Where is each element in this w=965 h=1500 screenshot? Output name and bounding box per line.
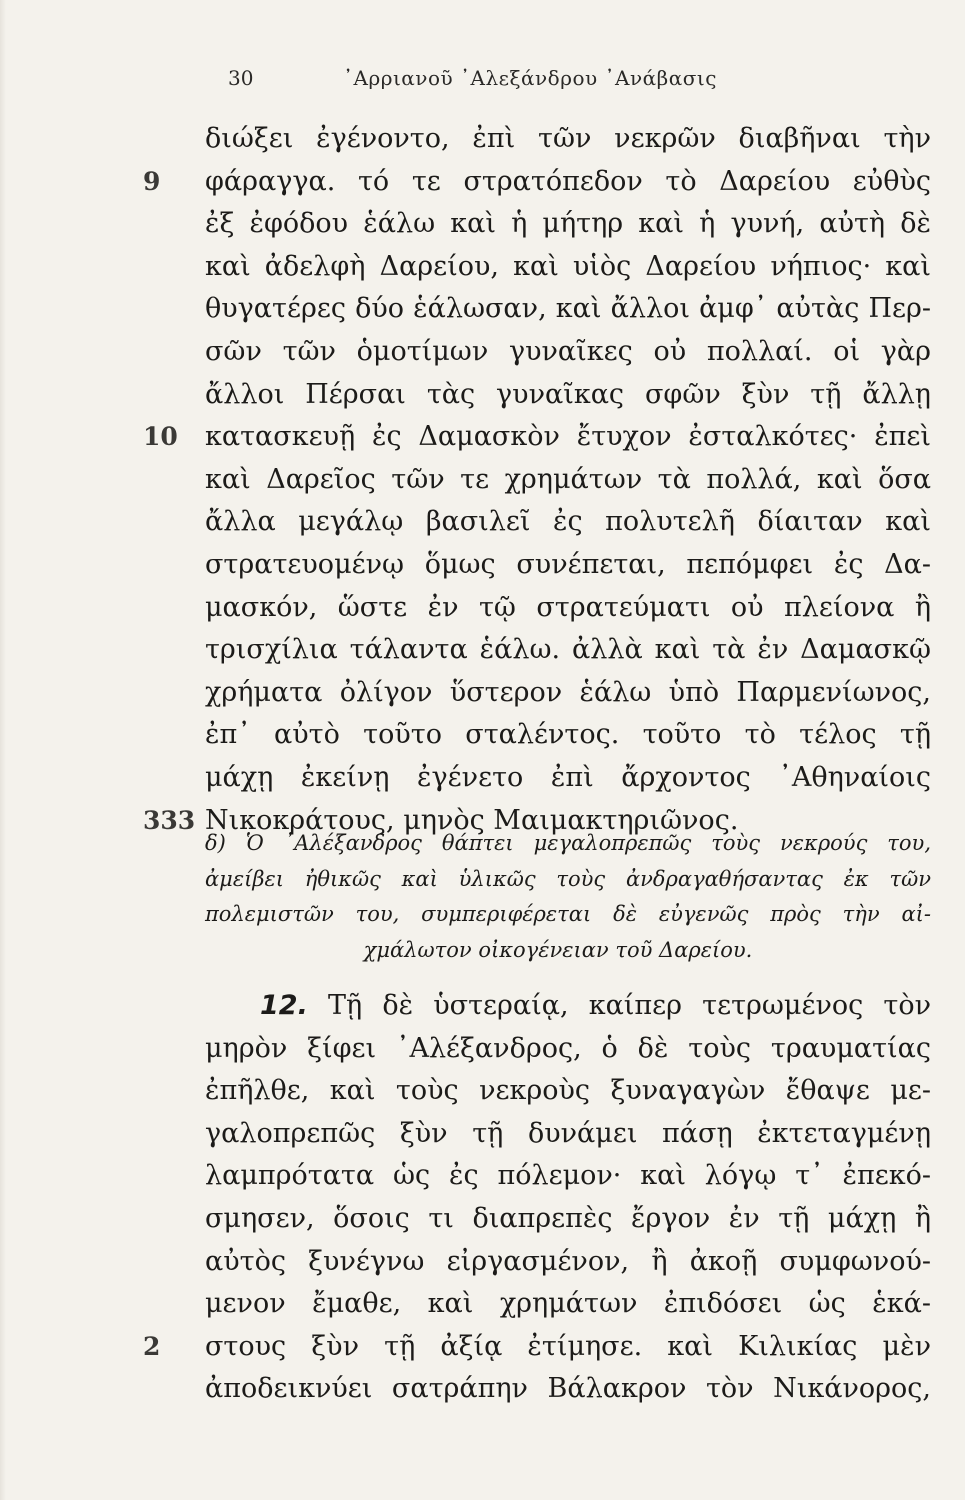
text-line: 12. Τῇ δὲ ὑστεραίᾳ, καίπερ τετρωμένος τὸν <box>260 990 931 1021</box>
text-block-chapter-12 <box>143 985 931 1411</box>
summary-line: δ) Ὁ ᾿Αλέξανδρος θάπτει μεγαλοπρεπῶς τοὺς νεκρούς του, <box>205 831 931 855</box>
text-line: σῶν τῶν ὁμοτίμων γυναῖκες οὐ πολλαί. οἱ γὰρ <box>205 335 931 367</box>
text-line: μάχῃ ἐκείνῃ ἐγένετο ἐπὶ ἄρχοντος ᾿Αθηναίοις <box>205 761 931 793</box>
text-line: 10 κατασκευῇ ἐς Δαμασκὸν ἔτυχον ἐσταλκότες· ἐπεὶ <box>205 416 931 459</box>
text-line: 2 στους ξὺν τῇ ἀξίᾳ ἐτίμησε. καὶ Κιλικίας μὲν <box>205 1326 931 1369</box>
text-line: τρισχίλια τάλαντα ἑάλω. ἀλλὰ καὶ τὰ ἐν Δαμασκῷ <box>205 634 931 666</box>
summary-line: ἀμείβει ἠθικῶς καὶ ὑλικῶς τοὺς ἀνδραγαθήσαντας ἐκ τῶν <box>205 866 931 891</box>
text-line: 9 φάραγγα. τό τε στρατόπεδον τὸ Δαρείου εὐθὺς <box>205 161 931 204</box>
margin-section-number: 9 <box>143 166 161 196</box>
text-line: γαλοπρεπῶς ξὺν τῇ δυνάμει πάσῃ ἐκτεταγμένῃ <box>205 1117 931 1149</box>
binding-shadow <box>0 0 6 1500</box>
margin-section-number: 333 <box>143 805 196 835</box>
chapter-number: 12. <box>260 990 308 1021</box>
summary-line: χμάλωτον οἰκογένειαν τοῦ Δαρείου. <box>363 937 753 962</box>
text-block-main <box>143 118 931 842</box>
text-line: ἐπῆλθε, καὶ τοὺς νεκροὺς ξυναγαγὼν ἔθαψε με- <box>205 1075 931 1107</box>
text-line: λαμπρότατα ὡς ἐς πόλεμον· καὶ λόγῳ τ᾿ ἐπεκό- <box>205 1160 931 1192</box>
running-title: ᾿Αρριανοῦ ᾿Αλεξάνδρου ᾿Ανάβασις <box>343 66 717 90</box>
running-header <box>228 66 788 100</box>
text-line: θυγατέρες δύο ἑάλωσαν, καὶ ἄλλοι ἀμφ᾿ αὐτὰς Περ- <box>205 293 931 325</box>
text-line: 333 Νικοκράτους, μηνὸς Μαιμακτηριῶνος. <box>205 800 931 843</box>
text-line: μασκόν, ὥστε ἐν τῷ στρατεύματι οὐ πλείονα ἢ <box>205 591 931 623</box>
text-line: ἄλλοι Πέρσαι τὰς γυναῖκας σφῶν ξὺν τῇ ἄλλῃ <box>205 378 931 410</box>
text-line: χρήματα ὀλίγον ὕστερον ἑάλω ὑπὸ Παρμενίωνος, <box>205 676 931 708</box>
text-line: αὐτὸς ξυνέγνω εἰργασμένον, ἢ ἀκοῇ συμφωνού- <box>205 1245 931 1277</box>
chapter-summary <box>205 826 931 968</box>
margin-section-number: 10 <box>143 422 178 452</box>
text-line: μενον ἔμαθε, καὶ χρημάτων ἐπιδόσει ὡς ἑκά- <box>205 1288 931 1320</box>
summary-line: πολεμιστῶν του, συμπεριφέρεται δὲ εὐγενῶς πρὸς τὴν αἰ- <box>205 902 931 926</box>
text-line: καὶ Δαρεῖος τῶν τε χρημάτων τὰ πολλά, καὶ ὅσα <box>205 463 931 495</box>
text-line: ἀποδεικνύει σατράπην Βάλακρον τὸν Νικάνορος, <box>205 1373 931 1405</box>
text-line: διώξει ἐγένοντο, ἐπὶ τῶν νεκρῶν διαβῆναι τὴν <box>205 123 931 154</box>
page-number: 30 <box>228 66 254 90</box>
text-line: μηρὸν ξίφει ᾿Αλέξανδρος, ὁ δὲ τοὺς τραυματίας <box>205 1032 931 1064</box>
text-line: ἄλλα μεγάλῳ βασιλεῖ ἐς πολυτελῆ δίαιταν καὶ <box>205 506 931 538</box>
text-line: σμησεν, ὅσοις τι διαπρεπὲς ἔργον ἐν τῇ μάχῃ ἢ <box>205 1202 931 1234</box>
text-line: ἐξ ἐφόδου ἑάλω καὶ ἡ μήτηρ καὶ ἡ γυνή, αὐτὴ δὲ <box>205 208 931 240</box>
text-line: ἐπ᾿ αὐτὸ τοῦτο σταλέντος. τοῦτο τὸ τέλος τῇ <box>205 719 931 751</box>
text-line: στρατευομένῳ ὅμως συνέπεται, πεπόμφει ἐς Δα- <box>205 548 931 580</box>
text-line: καὶ ἀδελφὴ Δαρείου, καὶ υἱὸς Δαρείου νήπιος· καὶ <box>205 250 931 282</box>
margin-section-number: 2 <box>143 1331 161 1361</box>
